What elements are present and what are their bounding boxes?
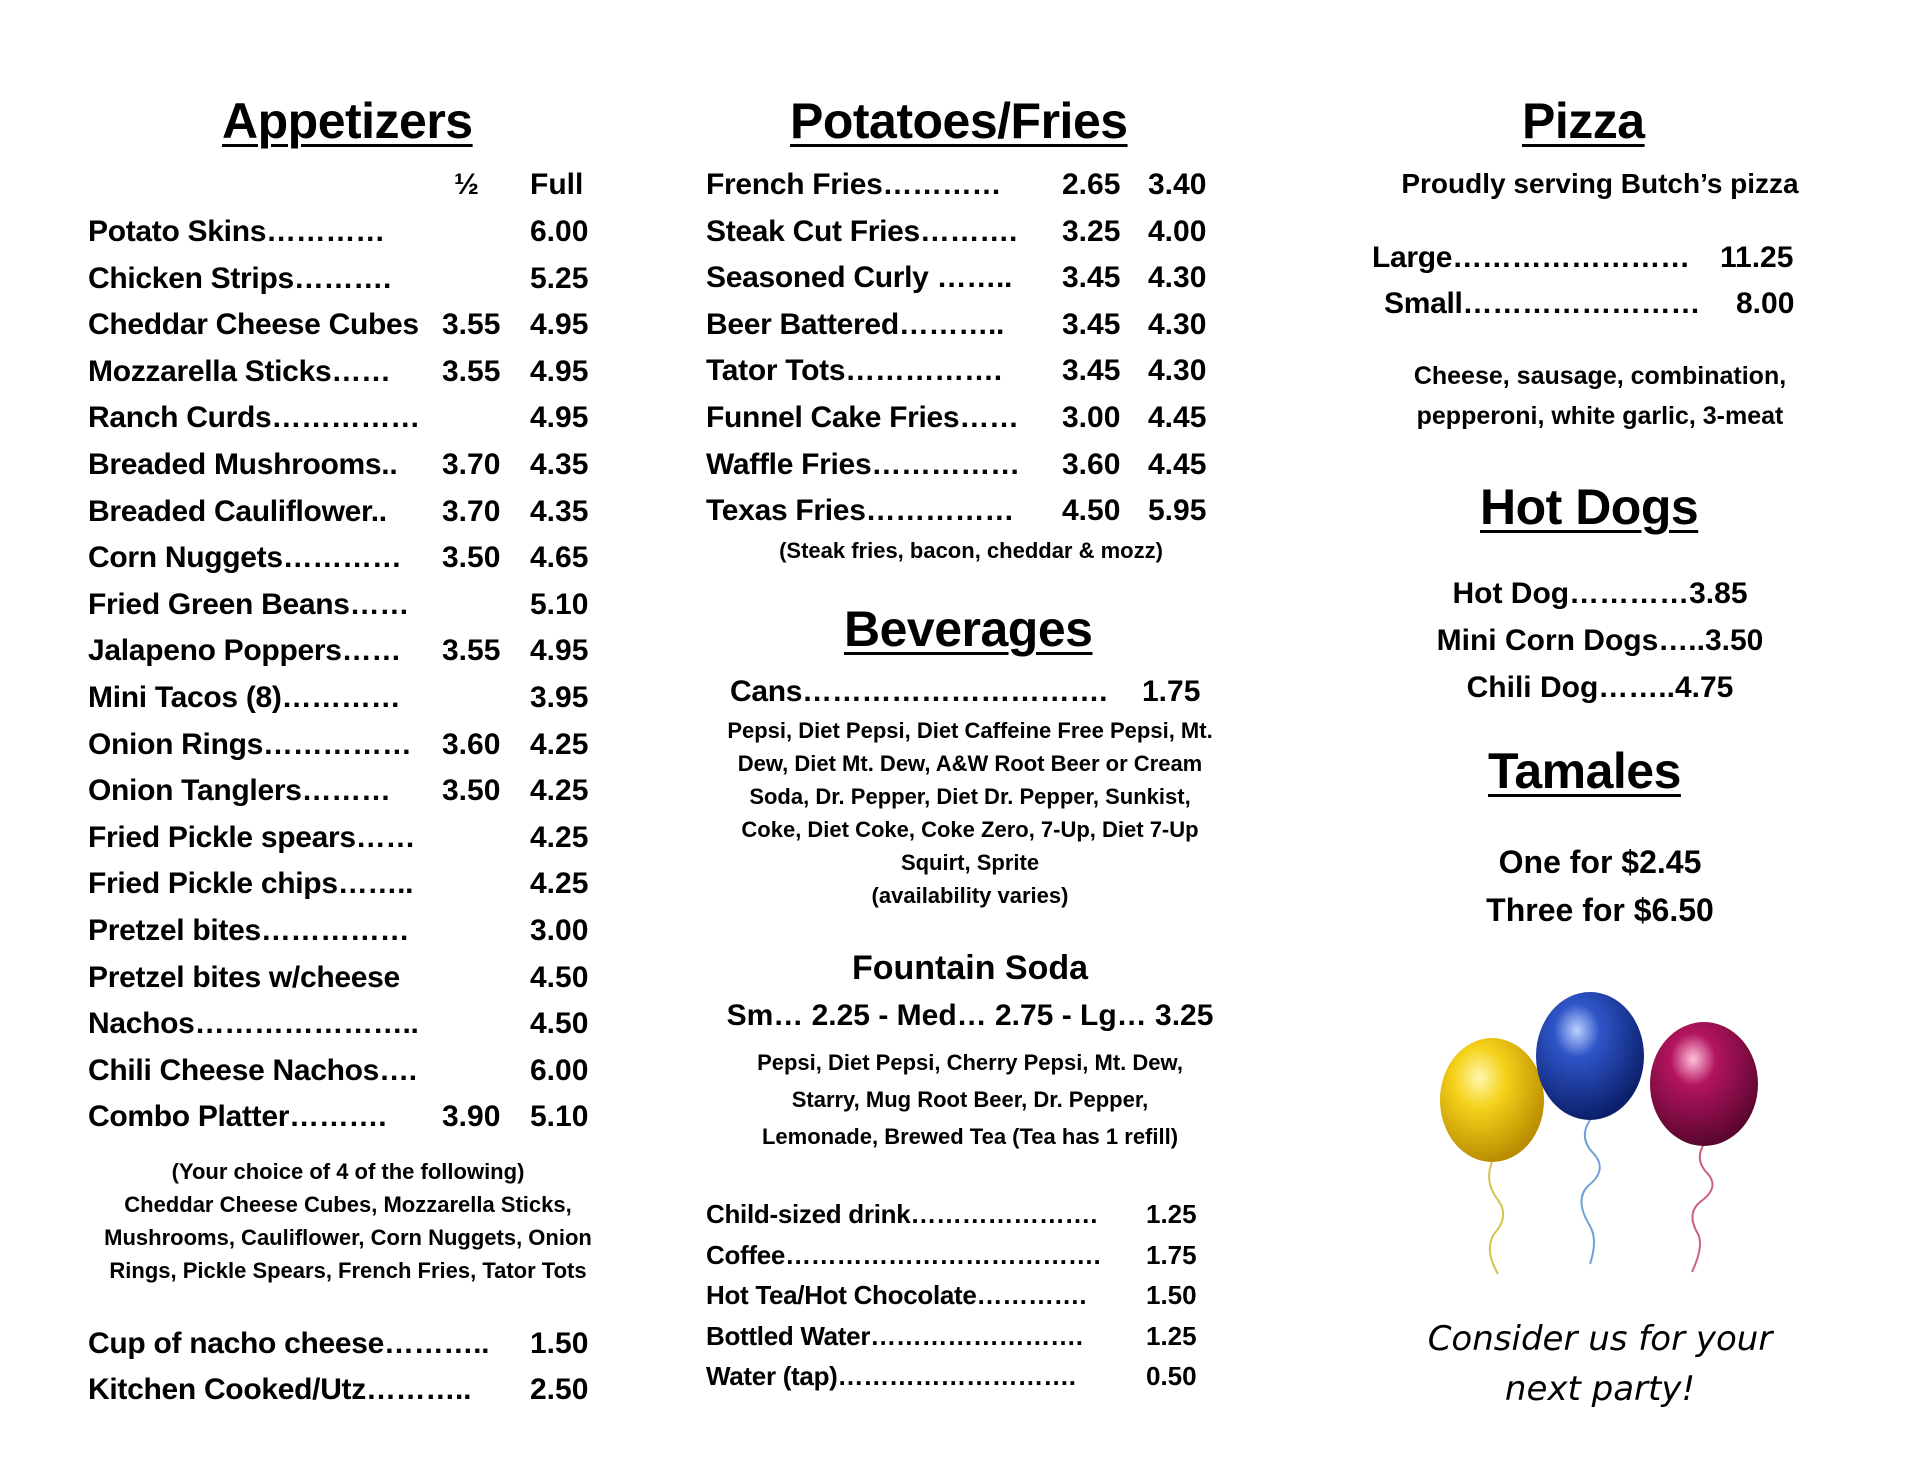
appetizer-item-name: Chicken Strips………. bbox=[88, 261, 391, 295]
beverage-item bbox=[706, 1235, 1226, 1275]
blue-balloon bbox=[1536, 992, 1644, 1120]
appetizer-item bbox=[88, 771, 608, 811]
hotdog-item bbox=[1340, 570, 1860, 617]
combo-note-line: Rings, Pickle Spears, French Fries, Tator Tots bbox=[109, 1258, 587, 1283]
fries-item bbox=[706, 212, 1226, 252]
fries-item bbox=[706, 165, 1226, 205]
hotdog-item-price: 3.50 bbox=[1704, 624, 1764, 657]
appetizer-item-name: Mozzarella Sticks…… bbox=[88, 354, 391, 388]
appetizer-item bbox=[88, 678, 608, 718]
beverage-item-name: Child-sized drink…………………. bbox=[706, 1199, 1098, 1229]
fries-item-price: 4.45 bbox=[1148, 401, 1207, 434]
fries-item-price: 3.40 bbox=[1148, 168, 1207, 201]
appetizer-item bbox=[88, 259, 608, 299]
fries-item-name: Steak Cut Fries………. bbox=[706, 214, 1018, 248]
fries-item-name: Beer Battered……….. bbox=[706, 307, 1005, 341]
fries-item-price: 4.30 bbox=[1148, 354, 1207, 388]
pizza-size-price: 11.25 bbox=[1720, 241, 1794, 274]
pizza-size-price: 8.00 bbox=[1736, 287, 1795, 320]
fries-item-name: Texas Fries…………… bbox=[706, 494, 1015, 528]
appetizer-item-name: Fried Pickle chips…….. bbox=[88, 867, 414, 901]
potatoes-heading: Potatoes/Fries bbox=[790, 93, 1128, 149]
appetizer-item-half-price: 3.50 bbox=[442, 774, 501, 808]
appetizer-item bbox=[88, 958, 608, 998]
hotdogs-list bbox=[1340, 570, 1860, 711]
fountain-soda-title: Fountain Soda bbox=[851, 949, 1089, 987]
pizza-size-name: Large…………………… bbox=[1372, 241, 1690, 274]
beverage-item bbox=[706, 1316, 1226, 1356]
appetizer-item-price: 4.95 bbox=[530, 354, 589, 388]
fries-item-price: 4.30 bbox=[1148, 307, 1207, 341]
appetizer-item-price: 4.95 bbox=[530, 634, 589, 668]
appetizers-column-headers bbox=[88, 165, 608, 205]
yellow-balloon-string bbox=[1489, 1162, 1503, 1274]
hotdog-item-price: 4.75 bbox=[1674, 671, 1734, 704]
fountain-flavor-line: Lemonade, Brewed Tea (Tea has 1 refill) bbox=[761, 1124, 1179, 1149]
appetizer-item-name: Mini Tacos (8)………… bbox=[88, 681, 401, 714]
fries-item bbox=[706, 398, 1226, 438]
appetizer-item-price: 4.35 bbox=[530, 494, 589, 528]
appetizer-item bbox=[88, 725, 608, 765]
beverage-item-price: 1.75 bbox=[1146, 1239, 1197, 1270]
texas-fries-note: (Steak fries, bacon, cheddar & mozz) bbox=[779, 538, 1163, 563]
cans-flavors bbox=[700, 714, 1240, 912]
hotdog-item bbox=[1340, 664, 1860, 711]
appetizer-item-name: Pretzel bites w/cheese bbox=[88, 960, 400, 994]
appetizer-item bbox=[88, 212, 608, 252]
hotdog-item-name: Hot Dog………… bbox=[1452, 577, 1690, 610]
blue-balloon-string bbox=[1581, 1120, 1599, 1264]
beverage-item bbox=[706, 1275, 1226, 1315]
fries-item-half-price: 3.45 bbox=[1062, 261, 1121, 295]
party-message bbox=[1340, 1314, 1860, 1414]
beverage-item-name: Coffee………………………………. bbox=[706, 1239, 1101, 1270]
fountain-flavors bbox=[700, 1044, 1240, 1155]
extra-item-name: Cup of nacho cheese……….. bbox=[88, 1327, 490, 1360]
magenta-balloon bbox=[1650, 1022, 1758, 1146]
tamales-heading: Tamales bbox=[1488, 743, 1681, 799]
hotdogs-heading: Hot Dogs bbox=[1480, 479, 1699, 535]
cans-price: 1.75 bbox=[1142, 675, 1201, 708]
appetizer-item-price: 4.50 bbox=[530, 960, 589, 994]
appetizer-item bbox=[88, 305, 608, 345]
extra-item bbox=[88, 1324, 608, 1364]
fries-item-price: 4.30 bbox=[1148, 261, 1207, 295]
appetizer-item bbox=[88, 1097, 608, 1137]
fries-item-half-price: 3.45 bbox=[1062, 307, 1121, 341]
appetizer-item-price: 5.10 bbox=[530, 1100, 589, 1134]
party-message-line: Consider us for your bbox=[1427, 1319, 1773, 1359]
appetizer-item-price: 4.50 bbox=[530, 1007, 589, 1041]
beverages-heading: Beverages bbox=[844, 601, 1093, 657]
fries-item-name: Waffle Fries…………… bbox=[706, 447, 1020, 481]
combo-note-title: (Your choice of 4 of the following) bbox=[171, 1159, 525, 1184]
appetizer-item-name: Breaded Mushrooms.. bbox=[88, 448, 398, 481]
appetizer-item bbox=[88, 1004, 608, 1044]
beverage-item-price: 1.25 bbox=[1146, 1199, 1197, 1229]
fries-item-name: Seasoned Curly …….. bbox=[706, 261, 1013, 295]
appetizer-item-half-price: 3.70 bbox=[442, 494, 501, 528]
cans-flavor-line: Pepsi, Diet Pepsi, Diet Caffeine Free Pepsi, Mt. bbox=[727, 718, 1213, 743]
half-portion-header: ½ bbox=[454, 168, 480, 201]
beverage-item bbox=[706, 1194, 1226, 1234]
extra-item-name: Kitchen Cooked/Utz……….. bbox=[88, 1373, 472, 1406]
appetizer-item-half-price: 3.60 bbox=[442, 727, 501, 761]
appetizer-item bbox=[88, 864, 608, 904]
pizza-heading: Pizza bbox=[1522, 93, 1645, 149]
tamales-prices bbox=[1340, 838, 1860, 934]
extra-item-price: 1.50 bbox=[530, 1327, 589, 1360]
fries-item-price: 4.00 bbox=[1148, 214, 1207, 248]
appetizer-item-price: 4.25 bbox=[530, 774, 589, 808]
beverage-item-name: Water (tap)………………………. bbox=[706, 1361, 1076, 1391]
cans-flavor-line: Squirt, Sprite bbox=[900, 850, 1040, 875]
appetizer-item-name: Fried Green Beans…… bbox=[88, 587, 410, 621]
extra-item-price: 2.50 bbox=[530, 1373, 589, 1406]
appetizer-item-name: Jalapeno Poppers…… bbox=[88, 634, 402, 668]
fries-item-half-price: 3.00 bbox=[1062, 401, 1121, 434]
fries-item-half-price: 4.50 bbox=[1062, 494, 1121, 528]
cans-flavor-line: (availability varies) bbox=[871, 883, 1069, 908]
hotdog-item-price: 3.85 bbox=[1689, 577, 1748, 610]
tamales-price-line: One for $2.45 bbox=[1498, 844, 1702, 880]
appetizer-item-price: 4.25 bbox=[530, 820, 589, 854]
cans-flavor-line: Soda, Dr. Pepper, Diet Dr. Pepper, Sunkist, bbox=[749, 784, 1191, 809]
fries-item bbox=[706, 351, 1226, 391]
fountain-flavor-line: Starry, Mug Root Beer, Dr. Pepper, bbox=[791, 1087, 1149, 1112]
beverage-item-price: 0.50 bbox=[1146, 1361, 1197, 1391]
fries-item-half-price: 3.45 bbox=[1062, 354, 1121, 388]
appetizer-item-half-price: 3.50 bbox=[442, 541, 501, 575]
appetizer-item-name: Chili Cheese Nachos…. bbox=[88, 1053, 417, 1087]
appetizer-item bbox=[88, 631, 608, 671]
fries-item bbox=[706, 445, 1226, 485]
pizza-subtitle: Proudly serving Butch’s pizza bbox=[1401, 168, 1799, 199]
hotdog-item-name: Mini Corn Dogs….. bbox=[1436, 624, 1705, 657]
appetizer-item bbox=[88, 398, 608, 438]
pizza-types-line: Cheese, sausage, combination, bbox=[1413, 362, 1787, 390]
appetizer-item-price: 5.25 bbox=[530, 261, 589, 295]
full-portion-header: Full bbox=[530, 168, 584, 201]
appetizer-item-half-price: 3.55 bbox=[442, 354, 501, 388]
tamales-price-line: Three for $6.50 bbox=[1486, 892, 1714, 928]
appetizer-item-price: 4.95 bbox=[530, 308, 589, 342]
appetizer-item-half-price: 3.90 bbox=[442, 1100, 501, 1134]
fries-item bbox=[706, 305, 1226, 345]
balloons-image bbox=[1410, 960, 1790, 1300]
beverage-item bbox=[706, 1356, 1226, 1396]
appetizer-item bbox=[88, 352, 608, 392]
appetizer-item-half-price: 3.55 bbox=[442, 634, 501, 668]
appetizer-item-name: Pretzel bites…………… bbox=[88, 914, 410, 947]
fries-item bbox=[706, 491, 1226, 531]
fries-item-half-price: 2.65 bbox=[1062, 168, 1121, 201]
fountain-flavor-line: Pepsi, Diet Pepsi, Cherry Pepsi, Mt. Dew, bbox=[757, 1050, 1183, 1075]
appetizer-item-price: 4.25 bbox=[530, 727, 589, 761]
appetizer-item-price: 4.35 bbox=[530, 448, 589, 481]
beverage-item-name: Bottled Water……………………. bbox=[706, 1320, 1083, 1351]
cans-row bbox=[730, 672, 1250, 712]
appetizer-item bbox=[88, 911, 608, 951]
fries-item-name: Funnel Cake Fries…… bbox=[706, 401, 1019, 434]
appetizer-item-price: 5.10 bbox=[530, 587, 589, 621]
fries-item-half-price: 3.60 bbox=[1062, 447, 1121, 481]
fries-item-price: 5.95 bbox=[1148, 494, 1207, 528]
fries-item-half-price: 3.25 bbox=[1062, 214, 1121, 248]
pizza-types bbox=[1340, 356, 1860, 436]
appetizer-item bbox=[88, 445, 608, 485]
magenta-balloon-string bbox=[1692, 1144, 1713, 1272]
appetizer-item-name: Fried Pickle spears…… bbox=[88, 820, 416, 854]
pizza-size-row bbox=[1384, 284, 1844, 324]
extra-item bbox=[88, 1370, 608, 1410]
appetizer-item-name: Onion Tanglers……… bbox=[88, 774, 391, 808]
appetizer-item-price: 3.95 bbox=[530, 681, 589, 714]
appetizer-item-half-price: 3.55 bbox=[442, 308, 501, 342]
appetizer-item-name: Onion Rings…………… bbox=[88, 727, 412, 761]
combo-note bbox=[88, 1155, 608, 1287]
fountain-soda-prices: Sm… 2.25 - Med… 2.75 - Lg… 3.25 bbox=[726, 999, 1214, 1032]
appetizers-heading: Appetizers bbox=[222, 93, 473, 149]
combo-note-line: Cheddar Cheese Cubes, Mozzarella Sticks, bbox=[124, 1192, 572, 1217]
party-message-line: next party! bbox=[1504, 1369, 1696, 1409]
appetizer-item-name: Combo Platter………. bbox=[88, 1100, 387, 1134]
appetizer-item-name: Breaded Cauliflower.. bbox=[88, 494, 387, 528]
appetizer-item-name: Nachos………………….. bbox=[88, 1007, 419, 1041]
appetizer-item-name: Potato Skins………… bbox=[88, 215, 385, 248]
hotdog-item bbox=[1340, 617, 1860, 664]
fries-item-name: Tator Tots……………. bbox=[706, 354, 1002, 388]
fries-item-name: French Fries………… bbox=[706, 168, 1002, 201]
appetizer-item-price: 3.00 bbox=[530, 914, 589, 947]
appetizer-item-name: Corn Nuggets………… bbox=[88, 541, 402, 575]
beverage-item-price: 1.25 bbox=[1146, 1320, 1197, 1351]
pizza-size-name: Small…………………… bbox=[1384, 287, 1701, 320]
appetizer-item-price: 4.65 bbox=[530, 541, 589, 575]
appetizer-item bbox=[88, 538, 608, 578]
cans-label: Cans…………………………. bbox=[730, 675, 1108, 708]
cans-flavor-line: Coke, Diet Coke, Coke Zero, 7-Up, Diet 7-Up bbox=[741, 817, 1199, 842]
appetizer-item bbox=[88, 1051, 608, 1091]
beverage-item-name: Hot Tea/Hot Chocolate…………. bbox=[706, 1280, 1087, 1310]
appetizer-item bbox=[88, 492, 608, 532]
appetizer-item-half-price: 3.70 bbox=[442, 448, 501, 481]
appetizer-item-name: Ranch Curds…………… bbox=[88, 401, 420, 435]
hotdog-item-name: Chili Dog…….. bbox=[1466, 671, 1675, 704]
pizza-size-row bbox=[1372, 238, 1832, 278]
appetizer-item-price: 6.00 bbox=[530, 1053, 589, 1087]
fries-item-price: 4.45 bbox=[1148, 447, 1207, 481]
combo-note-line: Mushrooms, Cauliflower, Corn Nuggets, Onion bbox=[104, 1225, 592, 1250]
fries-item bbox=[706, 258, 1226, 298]
yellow-balloon bbox=[1440, 1038, 1544, 1162]
appetizer-item bbox=[88, 818, 608, 858]
appetizer-item-price: 4.25 bbox=[530, 867, 589, 901]
cans-flavor-line: Dew, Diet Mt. Dew, A&W Root Beer or Cream bbox=[737, 751, 1203, 776]
beverage-item-price: 1.50 bbox=[1146, 1280, 1197, 1310]
pizza-types-line: pepperoni, white garlic, 3-meat bbox=[1416, 402, 1784, 430]
appetizer-item-price: 4.95 bbox=[530, 401, 589, 435]
appetizer-item-name: Cheddar Cheese Cubes bbox=[88, 308, 419, 342]
appetizer-item bbox=[88, 585, 608, 625]
appetizer-item-price: 6.00 bbox=[530, 215, 589, 248]
